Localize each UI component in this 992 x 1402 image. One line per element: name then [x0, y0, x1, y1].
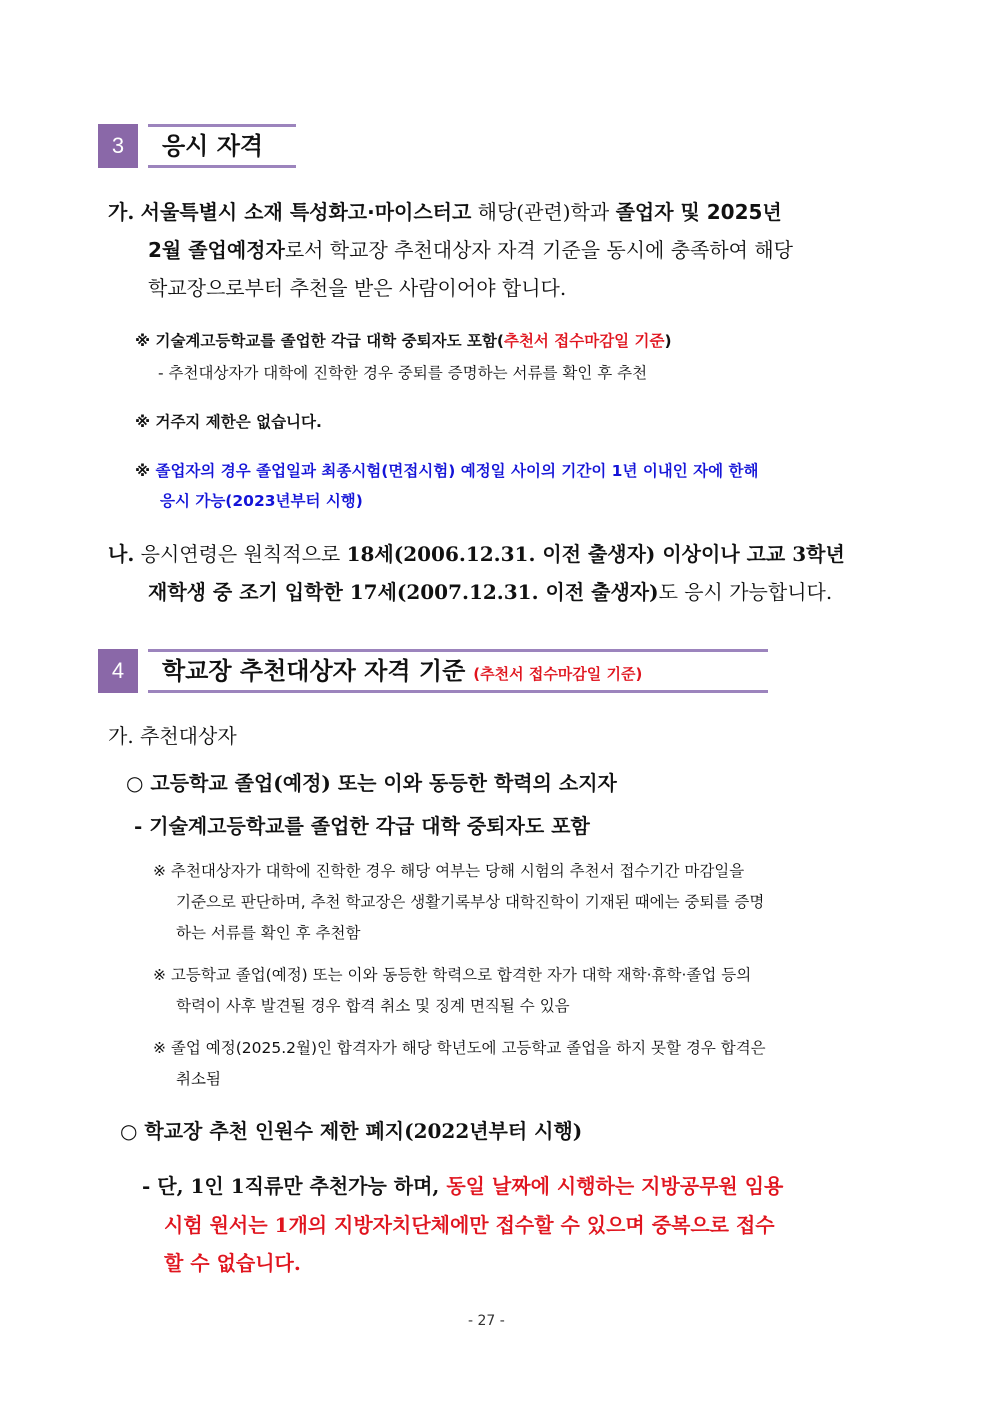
na-normal-2: 도 응시 가능합니다.	[658, 580, 833, 604]
note-1-sub: - 추천대상자가 대학에 진학한 경우 중퇴를 증명하는 서류를 확인 후 추천	[158, 364, 648, 382]
section-4-item-1: ○ 고등학교 졸업(예정) 또는 이와 동등한 학력의 소지자	[126, 771, 617, 795]
section-4-item-2: ○ 학교장 추천 인원수 제한 폐지(2022년부터 시행)	[120, 1119, 583, 1143]
item-2-sub-red-1: 동일 날짜에 시행하는 지방공무원 임용	[446, 1174, 784, 1198]
section-4-number: 4	[98, 649, 138, 693]
section-4-title-text: 학교장 추천대상자 자격 기준	[162, 657, 466, 685]
section-4-title	[148, 657, 642, 685]
section-3-na-line-1	[108, 541, 845, 567]
s4-note-2-line-1: ※ 고등학교 졸업(예정) 또는 이와 동등한 학력으로 합격한 자가 대학 재학·휴학·졸업 등의	[153, 966, 752, 984]
section-3-title-box	[148, 124, 296, 168]
note-1-text: ※ 기술계고등학교를 졸업한 각급 대학 중퇴자도 포함(	[135, 332, 504, 350]
section-3-ga-line-3: 학교장으로부터 추천을 받은 사람이어야 합니다.	[148, 276, 567, 300]
note-2: ※ 거주지 제한은 없습니다.	[135, 413, 322, 431]
section-3-number: 3	[98, 124, 138, 168]
ga-bold-3: 2월 졸업예정자	[148, 238, 285, 262]
s4-note-1-line-3: 하는 서류를 확인 후 추천함	[176, 924, 361, 942]
note-1	[135, 330, 672, 352]
na-normal-1: 응시연령은 원칙적으로	[140, 542, 347, 566]
ga-normal-2: 로서 학교장 추천대상자 자격 기준을 동시에 충족하여 해당	[284, 238, 793, 262]
section-4-title-box	[148, 649, 768, 693]
section-4-title-note: (추천서 접수마감일 기준)	[473, 665, 643, 683]
section-3-ga-line-2	[148, 237, 793, 263]
na-bold-2: 재학생 중 조기 입학한 17세(2007.12.31. 이전 출생자)	[148, 580, 659, 604]
section-4-ga: 가. 추천대상자	[108, 724, 237, 748]
note-3-line-2: 응시 가능(2023년부터 시행)	[160, 492, 363, 510]
section-4-item-2-sub-line-3: 할 수 없습니다.	[164, 1251, 301, 1275]
s4-note-1-line-2: 기준으로 판단하며, 추천 학교장은 생활기록부상 대학진학이 기재된 때에는 중퇴를 증명	[176, 893, 765, 911]
note-3-mark: ※	[135, 462, 156, 480]
section-4-item-2-sub-line-1	[142, 1173, 783, 1199]
s4-note-1-line-1: ※ 추천대상자가 대학에 진학한 경우 해당 여부는 당해 시험의 추천서 접수기간 마감일을	[153, 862, 745, 880]
na-bold-1: 18세(2006.12.31. 이전 출생자) 이상이나 고교 3학년	[346, 542, 845, 566]
ga-bold-2: 졸업자 및 2025년	[615, 200, 782, 224]
ga-normal-1: 해당(관련)학과	[471, 200, 616, 224]
section-3-title: 응시 자격	[162, 132, 264, 160]
s4-note-3-line-2: 취소됨	[176, 1070, 221, 1088]
page-number: - 27 -	[468, 1313, 505, 1329]
note-1-red: 추천서 접수마감일 기준	[503, 332, 665, 350]
section-4-item-2-sub-line-2: 시험 원서는 1개의 지방자치단체에만 접수할 수 있으며 중복으로 접수	[164, 1213, 775, 1237]
section-3-ga-line-1	[108, 199, 782, 225]
note-1-close: )	[664, 332, 672, 350]
section-3-na-line-2	[148, 579, 832, 605]
item-2-sub-text: - 단, 1인 1직류만 추천가능 하며,	[142, 1174, 447, 1198]
na-marker: 나.	[108, 542, 135, 566]
s4-note-3-line-1: ※ 졸업 예정(2025.2월)인 합격자가 해당 학년도에 고등학교 졸업을 하지 못할 경우 합격은	[153, 1039, 766, 1057]
s4-note-2-line-2: 학력이 사후 발견될 경우 합격 취소 및 징계 면직될 수 있음	[176, 997, 570, 1015]
note-3-text-1: 졸업자의 경우 졸업일과 최종시험(면접시험) 예정일 사이의 기간이 1년 이내인 자에 한해	[155, 462, 759, 480]
note-3-line-1	[135, 460, 758, 482]
section-4-item-1-sub: - 기술계고등학교를 졸업한 각급 대학 중퇴자도 포함	[134, 814, 590, 838]
ga-bold-1: 서울특별시 소재 특성화고·마이스터고	[140, 200, 472, 224]
ga-marker: 가.	[108, 200, 135, 224]
